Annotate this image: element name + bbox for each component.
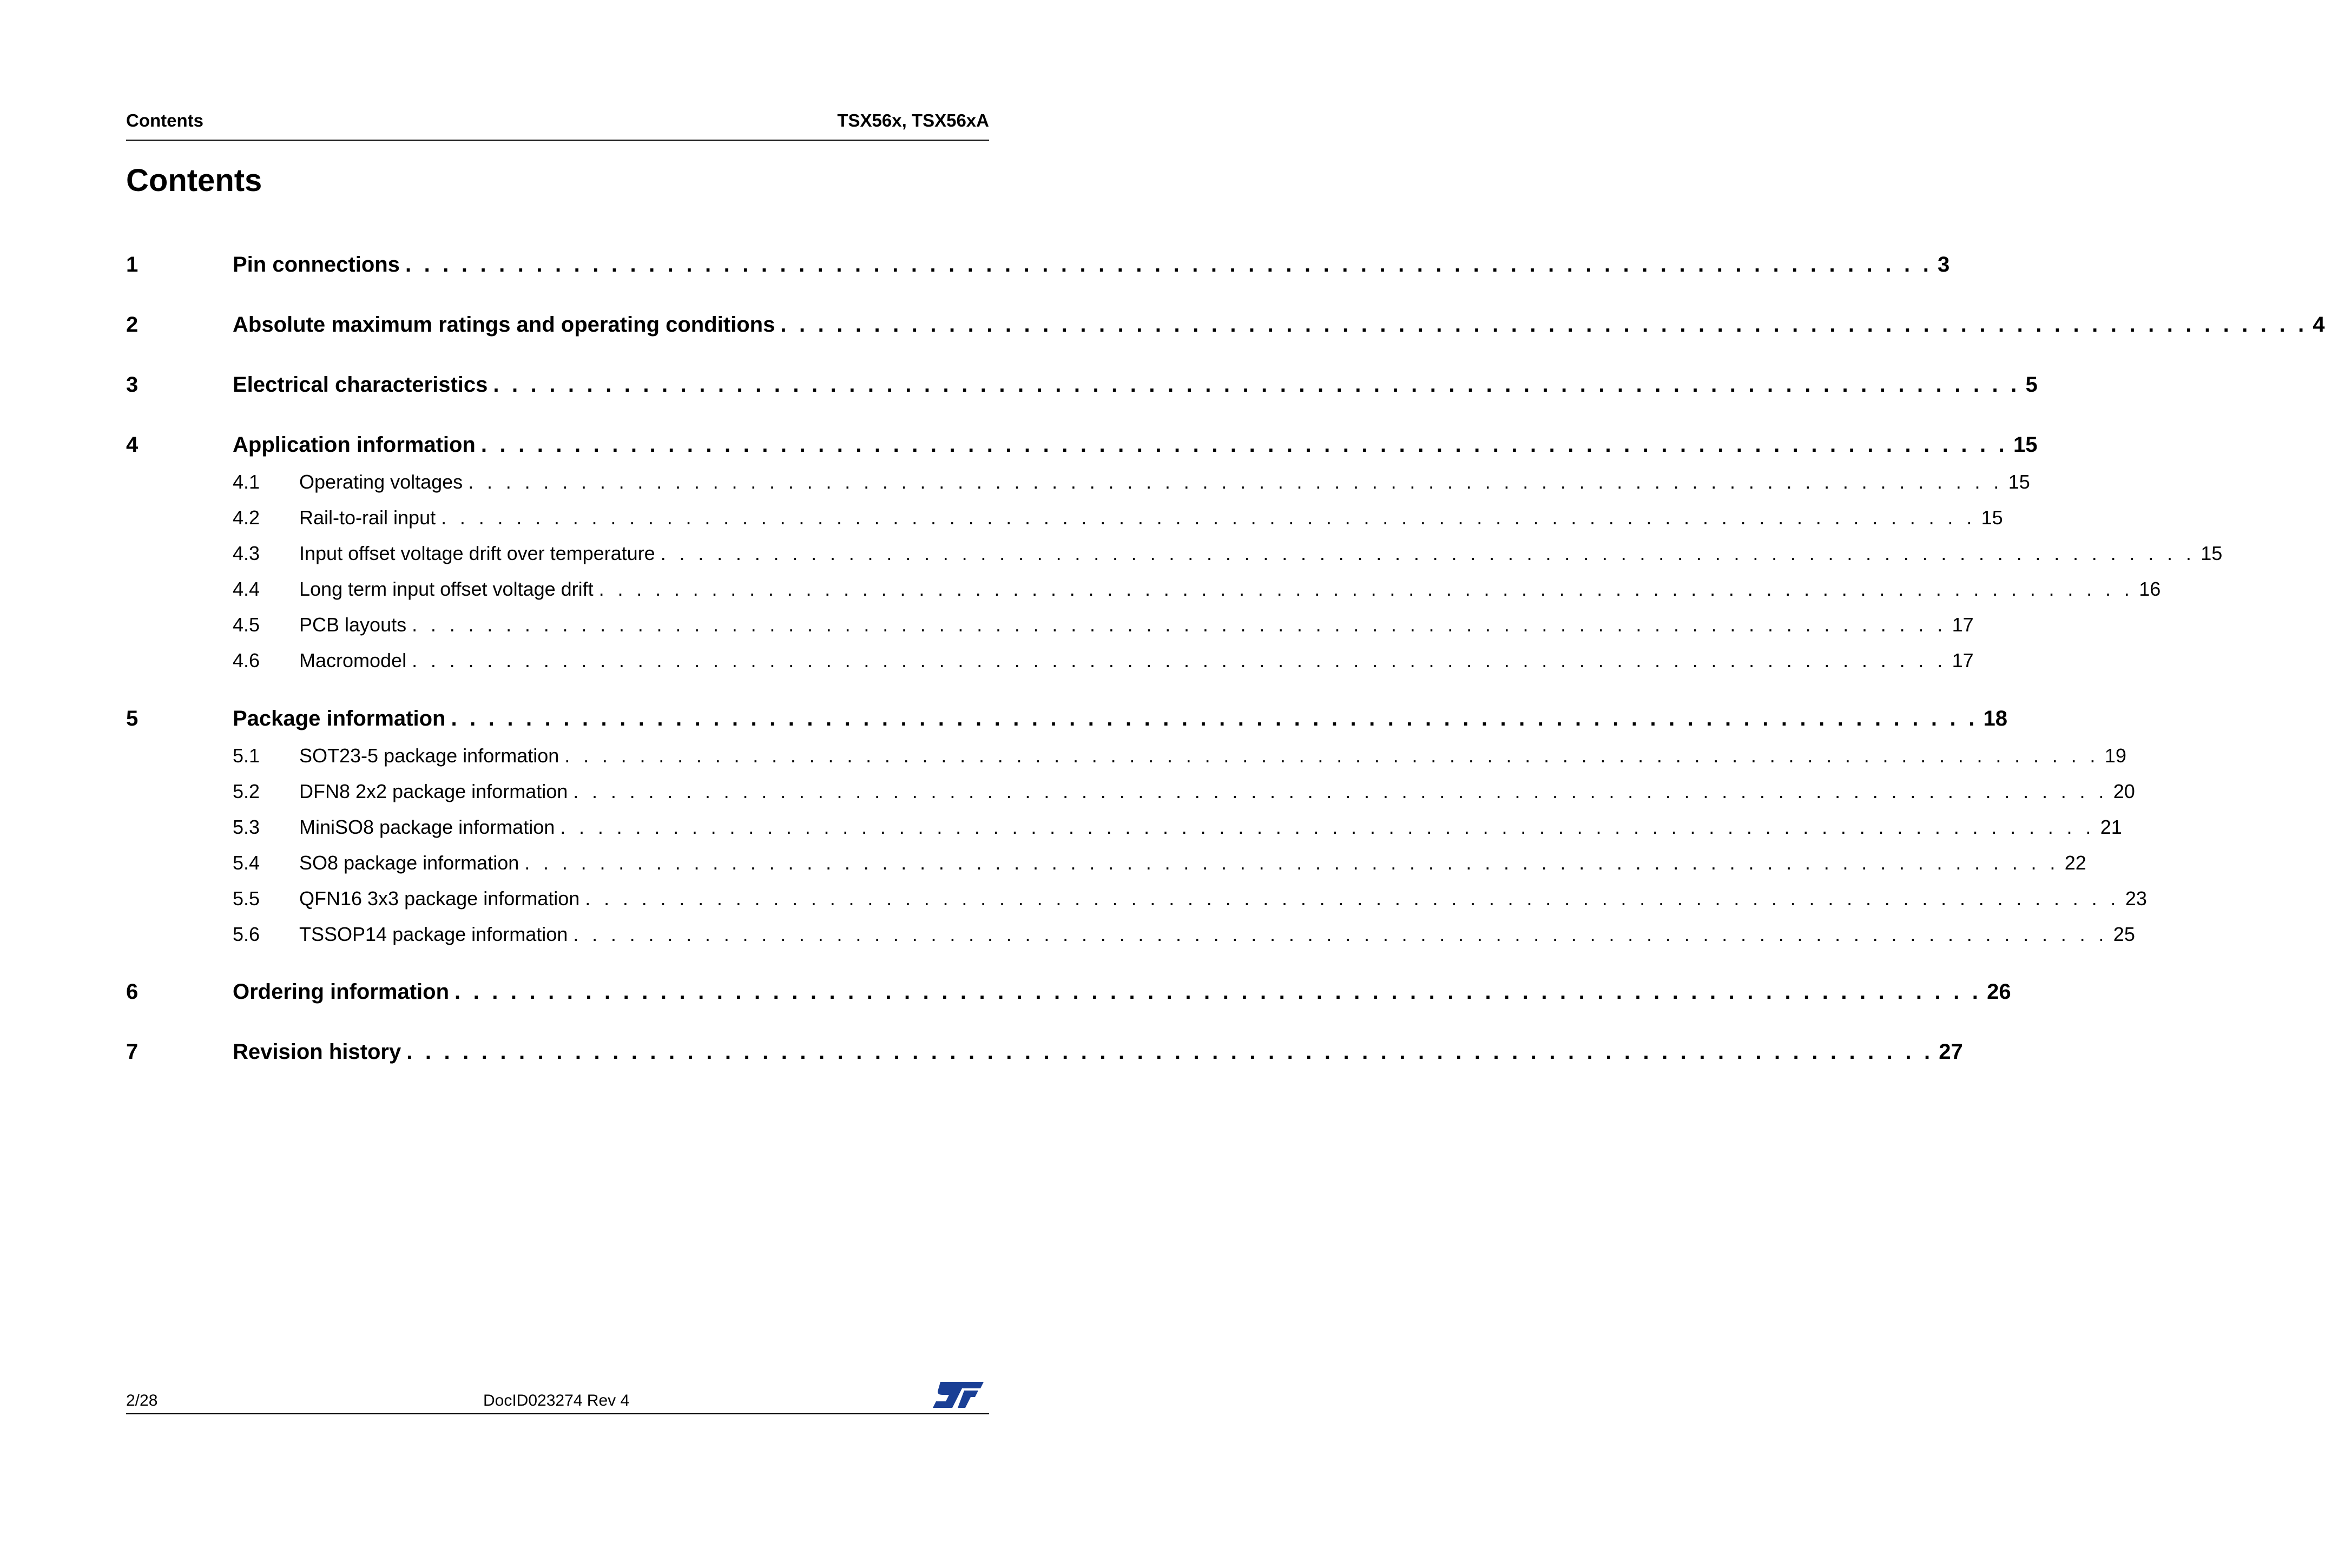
toc-subentry-4-1[interactable]	[126, 471, 2030, 496]
toc-entry-page: 26	[1987, 980, 2011, 1004]
toc-entry-number: 4.2	[233, 506, 260, 529]
toc-entry-1[interactable]	[126, 253, 1950, 280]
toc-dot-leader: . . . . . . . . . . . . . . . . . . . . . . . . . . . . . . . . . . . . . . . . . . . . . . . . . . . . . . . . . . . . . . . . . . . . . . . . . . . . . . . . . .	[468, 471, 2003, 493]
page-header	[126, 107, 989, 141]
toc-entry-number: 5.3	[233, 816, 260, 838]
toc-subentry-5-1[interactable]	[126, 745, 2126, 769]
toc-dot-leader: . . . . . . . . . . . . . . . . . . . . . . . . . . . . . . . . . . . . . . . . . . . . . . . . . . . . . . . . . . . . . . . . . . . . . . . . . . . . . . . . . .	[573, 780, 2108, 802]
toc-entry-5[interactable]	[126, 707, 2008, 734]
toc-entry-page: 25	[2113, 923, 2135, 945]
toc-subentry-4-5[interactable]	[126, 614, 1974, 638]
toc-entry-label: Macromodel	[299, 649, 407, 671]
toc-entry-page: 20	[2113, 780, 2135, 802]
toc-entry-page: 22	[2064, 852, 2086, 874]
toc-dot-leader: . . . . . . . . . . . . . . . . . . . . . . . . . . . . . . . . . . . . . . . . . . . . . . . . . . . . . . . . . . . . . . . . . . . . . . . . . . . . . . . . . .	[560, 816, 2095, 838]
toc-entry-number: 4.3	[233, 542, 260, 564]
toc-dot-leader: . . . . . . . . . . . . . . . . . . . . . . . . . . . . . . . . . . . . . . . . . . . . . . . . . . . . . . . . . . . . . . . . . . . . . . . . . . . . . . . . . .	[780, 313, 2308, 337]
toc-entry-page: 15	[2008, 471, 2030, 493]
toc-entry-number: 4.5	[233, 614, 260, 636]
toc-entry-4[interactable]	[126, 433, 2038, 460]
toc-entry-page: 16	[2139, 578, 2161, 600]
toc-dot-leader: . . . . . . . . . . . . . . . . . . . . . . . . . . . . . . . . . . . . . . . . . . . . . . . . . . . . . . . . . . . . . . . . . . . . . . . . . . . . . . . . . .	[412, 614, 1947, 636]
toc-dot-leader: . . . . . . . . . . . . . . . . . . . . . . . . . . . . . . . . . . . . . . . . . . . . . . . . . . . . . . . . . . . . . . . . . . . . . . . . . . . . . . . . . .	[455, 980, 1982, 1004]
toc-subentry-4-2[interactable]	[126, 506, 2003, 531]
toc-entry-page: 21	[2100, 816, 2122, 838]
toc-subentry-5-2[interactable]	[126, 780, 2135, 805]
toc-entry-number: 5.1	[233, 745, 260, 767]
toc-subentry-5-6[interactable]	[126, 923, 2135, 948]
toc-entry-label: Rail-to-rail input	[299, 506, 436, 529]
toc-entry-number: 5.6	[233, 923, 260, 945]
toc-dot-leader: . . . . . . . . . . . . . . . . . . . . . . . . . . . . . . . . . . . . . . . . . . . . . . . . . . . . . . . . . . . . . . . . . . . . . . . . . . . . . . . . . .	[660, 542, 2196, 564]
toc-dot-leader: . . . . . . . . . . . . . . . . . . . . . . . . . . . . . . . . . . . . . . . . . . . . . . . . . . . . . . . . . . . . . . . . . . . . . . . . . . . . . . . . . .	[573, 923, 2108, 945]
toc-dot-leader: . . . . . . . . . . . . . . . . . . . . . . . . . . . . . . . . . . . . . . . . . . . . . . . . . . . . . . . . . . . . . . . . . . . . . . . . . . . . . . . . . .	[564, 745, 2099, 767]
toc-entry-page: 15	[2201, 542, 2223, 564]
toc-entry-label: Operating voltages	[299, 471, 463, 493]
toc-entry-2[interactable]	[126, 313, 2325, 340]
toc-entry-page: 18	[1983, 707, 2008, 730]
toc-entry-label: Long term input offset voltage drift	[299, 578, 594, 600]
toc-entry-6[interactable]	[126, 980, 2011, 1007]
header-section-title: Contents	[126, 110, 203, 130]
toc-entry-label: DFN8 2x2 package information	[299, 780, 568, 802]
toc-dot-leader: . . . . . . . . . . . . . . . . . . . . . . . . . . . . . . . . . . . . . . . . . . . . . . . . . . . . . . . . . . . . . . . . . . . . . . . . . . . . . . . . . .	[598, 578, 2134, 600]
toc-dot-leader: . . . . . . . . . . . . . . . . . . . . . . . . . . . . . . . . . . . . . . . . . . . . . . . . . . . . . . . . . . . . . . . . . . . . . . . . . . . . . . . . . .	[451, 707, 1978, 730]
toc-entry-label: Package information	[233, 707, 446, 730]
toc-dot-leader: . . . . . . . . . . . . . . . . . . . . . . . . . . . . . . . . . . . . . . . . . . . . . . . . . . . . . . . . . . . . . . . . . . . . . . . . . . . . . . . . . .	[480, 433, 2008, 457]
toc-entry-number: 5.5	[233, 887, 260, 910]
toc-dot-leader: . . . . . . . . . . . . . . . . . . . . . . . . . . . . . . . . . . . . . . . . . . . . . . . . . . . . . . . . . . . . . . . . . . . . . . . . . . . . . . . . . .	[406, 1040, 1934, 1064]
toc-entry-7[interactable]	[126, 1040, 1963, 1067]
toc-entry-label: Absolute maximum ratings and operating conditions	[233, 313, 775, 337]
toc-entry-page: 3	[1938, 253, 1950, 276]
toc-entry-number: 4.1	[233, 471, 260, 493]
toc-entry-page: 19	[2104, 745, 2126, 767]
toc-entry-3[interactable]	[126, 373, 2038, 400]
toc-entry-number: 4.6	[233, 649, 260, 671]
page-footer	[126, 1380, 989, 1414]
toc-dot-leader: . . . . . . . . . . . . . . . . . . . . . . . . . . . . . . . . . . . . . . . . . . . . . . . . . . . . . . . . . . . . . . . . . . . . . . . . . . . . . . . . . .	[441, 506, 1976, 529]
toc-entry-page: 4	[2313, 313, 2325, 337]
toc-entry-label: Revision history	[233, 1040, 401, 1064]
toc-subentry-4-4[interactable]	[126, 578, 2161, 603]
toc-entry-page: 15	[1981, 506, 2003, 529]
toc-entry-number: 1	[126, 253, 139, 276]
toc-entry-number: 4	[126, 433, 139, 457]
toc-dot-leader: . . . . . . . . . . . . . . . . . . . . . . . . . . . . . . . . . . . . . . . . . . . . . . . . . . . . . . . . . . . . . . . . . . . . . . . . . . . . . . . . . .	[493, 373, 2020, 397]
toc-entry-number: 5	[126, 707, 139, 730]
toc-entry-label: SOT23-5 package information	[299, 745, 559, 767]
toc-entry-number: 3	[126, 373, 139, 397]
toc-subentry-4-6[interactable]	[126, 649, 1974, 674]
st-logo-icon	[931, 1380, 985, 1410]
toc-dot-leader: . . . . . . . . . . . . . . . . . . . . . . . . . . . . . . . . . . . . . . . . . . . . . . . . . . . . . . . . . . . . . . . . . . . . . . . . . . . . . . . . . .	[524, 852, 2059, 874]
toc-entry-page: 27	[1939, 1040, 1963, 1064]
toc-entry-number: 2	[126, 313, 139, 337]
toc-subentry-5-3[interactable]	[126, 816, 2122, 841]
toc-entry-label: Pin connections	[233, 253, 400, 276]
footer-page-number: 2/28	[126, 1392, 158, 1409]
toc-dot-leader: . . . . . . . . . . . . . . . . . . . . . . . . . . . . . . . . . . . . . . . . . . . . . . . . . . . . . . . . . . . . . . . . . . . . . . . . . . . . . . . . . .	[585, 887, 2120, 910]
toc-entry-number: 4.4	[233, 578, 260, 600]
header-product-name: TSX56x, TSX56xA	[837, 110, 989, 130]
toc-entry-page: 15	[2013, 433, 2038, 457]
toc-entry-page: 17	[1952, 649, 1974, 671]
toc-entry-page: 17	[1952, 614, 1974, 636]
toc-entry-label: Input offset voltage drift over temperature	[299, 542, 655, 564]
toc-entry-number: 5.4	[233, 852, 260, 874]
toc-subentry-4-3[interactable]	[126, 542, 2223, 567]
toc-entry-label: SO8 package information	[299, 852, 519, 874]
toc-entry-label: TSSOP14 package information	[299, 923, 568, 945]
toc-entry-label: PCB layouts	[299, 614, 407, 636]
toc-dot-leader: . . . . . . . . . . . . . . . . . . . . . . . . . . . . . . . . . . . . . . . . . . . . . . . . . . . . . . . . . . . . . . . . . . . . . . . . . . . . . . . . . .	[412, 649, 1947, 671]
toc-entry-page: 5	[2025, 373, 2038, 397]
toc-subentry-5-4[interactable]	[126, 852, 2086, 877]
toc-entry-number: 5.2	[233, 780, 260, 802]
toc-entry-number: 7	[126, 1040, 139, 1064]
toc-entry-label: MiniSO8 package information	[299, 816, 555, 838]
footer-doc-id: DocID023274 Rev 4	[483, 1392, 630, 1409]
toc-dot-leader: . . . . . . . . . . . . . . . . . . . . . . . . . . . . . . . . . . . . . . . . . . . . . . . . . . . . . . . . . . . . . . . . . . . . . . . . . . . . . . . . . .	[405, 253, 1933, 276]
page-title: Contents	[126, 163, 262, 198]
toc-subentry-5-5[interactable]	[126, 887, 2147, 912]
toc-entry-label: QFN16 3x3 package information	[299, 887, 580, 910]
toc-entry-label: Electrical characteristics	[233, 373, 488, 397]
toc-entry-number: 6	[126, 980, 139, 1004]
toc-entry-label: Ordering information	[233, 980, 449, 1004]
toc-entry-label: Application information	[233, 433, 476, 457]
toc-entry-page: 23	[2125, 887, 2147, 910]
